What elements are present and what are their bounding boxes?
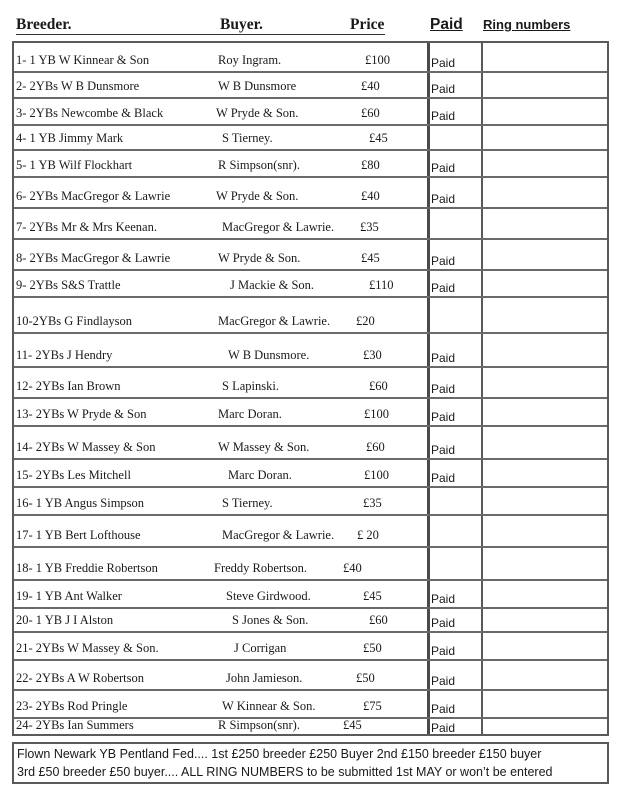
table-row	[14, 334, 607, 368]
ring-numbers-cell[interactable]	[484, 719, 607, 736]
footer-line-2: 3rd £50 breeder £50 buyer.... ALL RING NUMBERS to be submitted 1st MAY or won’t be entered	[17, 765, 553, 779]
buyer-cell: W Massey & Son.	[218, 440, 310, 454]
price-cell: £100	[364, 468, 389, 482]
ring-numbers-cell[interactable]	[484, 126, 607, 149]
buyer-cell: W Pryde & Son.	[218, 251, 301, 265]
table-row	[14, 609, 607, 633]
table-row	[14, 99, 607, 126]
paid-cell: Paid	[431, 674, 456, 688]
table-row	[14, 178, 607, 209]
ring-numbers-cell[interactable]	[484, 460, 607, 486]
table-row	[14, 427, 607, 460]
price-cell: £ 20	[357, 528, 379, 542]
price-cell: £45	[361, 251, 380, 265]
buyer-cell: S Tierney.	[222, 131, 273, 145]
breeder-cell: 14- 2YBs W Massey & Son	[16, 440, 156, 454]
paid-cell: Paid	[431, 109, 456, 123]
paid-cell: Paid	[431, 443, 456, 457]
table-row	[14, 581, 607, 609]
breeder-cell: 10-2YBs G Findlayson	[16, 314, 132, 328]
paid-cell: Paid	[431, 254, 456, 268]
buyer-cell: W B Dunsmore	[218, 79, 297, 93]
price-cell: £45	[343, 718, 362, 732]
breeder-cell: 3- 2YBs Newcombe & Black	[16, 106, 164, 120]
breeder-cell: 9- 2YBs S&S Trattle	[16, 278, 121, 292]
paid-cell: Paid	[431, 410, 456, 424]
price-cell: £50	[363, 641, 382, 655]
paid-cell: Paid	[431, 192, 456, 206]
table-row	[14, 240, 607, 271]
buyer-cell: R Simpson(snr).	[218, 718, 300, 732]
table-row	[14, 399, 607, 427]
paid-cell: Paid	[431, 351, 456, 365]
price-cell: £35	[360, 220, 379, 234]
header-underline	[16, 34, 385, 35]
table-row	[14, 516, 607, 548]
buyer-cell: W B Dunsmore.	[228, 348, 310, 362]
paid-cell: Paid	[431, 82, 456, 96]
buyer-cell: W Kinnear & Son.	[222, 699, 316, 713]
table-row	[14, 271, 607, 298]
header-paid: Paid	[430, 16, 463, 33]
breeder-cell: 23- 2YBs Rod Pringle	[16, 699, 128, 713]
table-row	[14, 460, 607, 488]
buyer-cell: W Pryde & Son.	[216, 189, 299, 203]
paid-cell: Paid	[431, 592, 456, 606]
paid-cell: Paid	[431, 382, 456, 396]
breeder-cell: 2- 2YBs W B Dunsmore	[16, 79, 140, 93]
price-cell: £75	[363, 699, 382, 713]
ring-numbers-cell[interactable]	[484, 73, 607, 97]
price-cell: £50	[356, 671, 375, 685]
breeder-cell: 4- 1 YB Jimmy Mark	[16, 131, 124, 145]
breeder-cell: 6- 2YBs MacGregor & Lawrie	[16, 189, 171, 203]
ring-numbers-cell[interactable]	[484, 240, 607, 269]
buyer-cell: J Mackie & Son.	[230, 278, 315, 292]
price-cell: £100	[365, 53, 390, 67]
buyer-cell: Freddy Robertson.	[214, 561, 308, 575]
header-ring-numbers: Ring numbers	[483, 17, 571, 32]
breeder-cell: 5- 1 YB Wilf Flockhart	[16, 158, 133, 172]
breeder-cell: 1- 1 YB W Kinnear & Son	[16, 53, 150, 67]
buyer-cell: MacGregor & Lawrie.	[222, 528, 335, 542]
price-cell: £40	[361, 79, 380, 93]
ring-numbers-cell[interactable]	[484, 368, 607, 397]
paid-cell: Paid	[431, 281, 456, 295]
breeder-cell: 24- 2YBs Ian Summers	[16, 718, 134, 732]
table-row	[14, 488, 607, 516]
price-cell: £60	[369, 379, 388, 393]
breeder-cell: 11- 2YBs J Hendry	[16, 348, 113, 362]
buyer-cell: S Jones & Son.	[232, 613, 309, 627]
buyer-cell: Marc Doran.	[228, 468, 292, 482]
footer-note	[12, 742, 609, 784]
ring-numbers-cell[interactable]	[484, 516, 607, 546]
ring-numbers-cell[interactable]	[484, 399, 607, 425]
breeder-cell: 16- 1 YB Angus Simpson	[16, 496, 145, 510]
table-row	[14, 209, 607, 240]
paid-cell: Paid	[431, 56, 456, 70]
footer-line-1: Flown Newark YB Pentland Fed.... 1st £250 breeder £250 Buyer 2nd £150 breeder £150 buyer	[17, 747, 542, 761]
paid-cell: Paid	[431, 616, 456, 630]
table-row	[14, 298, 607, 334]
table-row	[14, 691, 607, 719]
ring-numbers-cell[interactable]	[484, 581, 607, 607]
paid-cell: Paid	[431, 161, 456, 175]
price-cell: £100	[364, 407, 389, 421]
price-cell: £80	[361, 158, 380, 172]
price-cell: £60	[361, 106, 380, 120]
buyer-cell: MacGregor & Lawrie.	[218, 314, 331, 328]
table-row	[14, 548, 607, 581]
buyer-cell: Roy Ingram.	[218, 53, 282, 67]
price-cell: £40	[343, 561, 362, 575]
paid-cell: Paid	[431, 471, 456, 485]
breeder-cell: 19- 1 YB Ant Walker	[16, 589, 122, 603]
breeder-cell: 15- 2YBs Les Mitchell	[16, 468, 131, 482]
breeder-cell: 22- 2YBs A W Robertson	[16, 671, 145, 685]
breeder-cell: 20- 1 YB J I Alston	[16, 613, 114, 627]
ring-numbers-cell[interactable]	[484, 209, 607, 238]
price-cell: £20	[356, 314, 375, 328]
ring-numbers-cell[interactable]	[484, 43, 607, 71]
table-row	[14, 719, 607, 736]
table-row	[14, 126, 607, 151]
ring-numbers-cell[interactable]	[484, 691, 607, 717]
header-breeder: Breeder.	[16, 16, 72, 33]
ring-numbers-cell[interactable]	[484, 271, 607, 296]
ring-numbers-cell[interactable]	[484, 151, 607, 176]
price-cell: £60	[369, 613, 388, 627]
breeder-cell: 13- 2YBs W Pryde & Son	[16, 407, 147, 421]
table-row	[14, 151, 607, 178]
price-cell: £40	[361, 189, 380, 203]
paid-cell: Paid	[431, 702, 456, 716]
sales-table	[12, 41, 609, 736]
table-row	[14, 43, 607, 73]
ring-numbers-cell[interactable]	[484, 427, 607, 458]
buyer-cell: W Pryde & Son.	[216, 106, 299, 120]
table-row	[14, 368, 607, 399]
paid-cell: Paid	[431, 644, 456, 658]
ring-numbers-cell[interactable]	[484, 609, 607, 631]
header-buyer: Buyer.	[220, 16, 263, 33]
table-row	[14, 661, 607, 691]
ring-numbers-cell[interactable]	[484, 298, 607, 332]
table-row	[14, 73, 607, 99]
price-cell: £45	[363, 589, 382, 603]
breeder-cell: 12- 2YBs Ian Brown	[16, 379, 121, 393]
price-cell: £30	[363, 348, 382, 362]
ring-numbers-cell[interactable]	[484, 661, 607, 689]
breeder-cell: 18- 1 YB Freddie Robertson	[16, 561, 158, 575]
buyer-cell: J Corrigan	[234, 641, 287, 655]
buyer-cell: Marc Doran.	[218, 407, 282, 421]
table-row	[14, 633, 607, 661]
buyer-cell: S Lapinski.	[222, 379, 279, 393]
buyer-cell: S Tierney.	[222, 496, 273, 510]
buyer-cell: MacGregor & Lawrie.	[222, 220, 335, 234]
price-cell: £35	[363, 496, 382, 510]
price-cell: £45	[369, 131, 388, 145]
buyer-cell: Steve Girdwood.	[226, 589, 311, 603]
breeder-cell: 7- 2YBs Mr & Mrs Keenan.	[16, 220, 157, 234]
ring-numbers-cell[interactable]	[484, 334, 607, 366]
ring-numbers-cell[interactable]	[484, 99, 607, 124]
breeder-cell: 17- 1 YB Bert Lofthouse	[16, 528, 141, 542]
ring-numbers-cell[interactable]	[484, 178, 607, 207]
breeder-cell: 8- 2YBs MacGregor & Lawrie	[16, 251, 171, 265]
buyer-cell: R Simpson(snr).	[218, 158, 300, 172]
ring-numbers-cell[interactable]	[484, 488, 607, 514]
header-price: Price	[350, 16, 385, 33]
buyer-cell: John Jamieson.	[226, 671, 303, 685]
ring-numbers-cell[interactable]	[484, 548, 607, 579]
price-cell: £60	[366, 440, 385, 454]
price-cell: £110	[369, 278, 394, 292]
breeder-cell: 21- 2YBs W Massey & Son.	[16, 641, 159, 655]
paid-cell: Paid	[431, 721, 456, 735]
ring-numbers-cell[interactable]	[484, 633, 607, 659]
